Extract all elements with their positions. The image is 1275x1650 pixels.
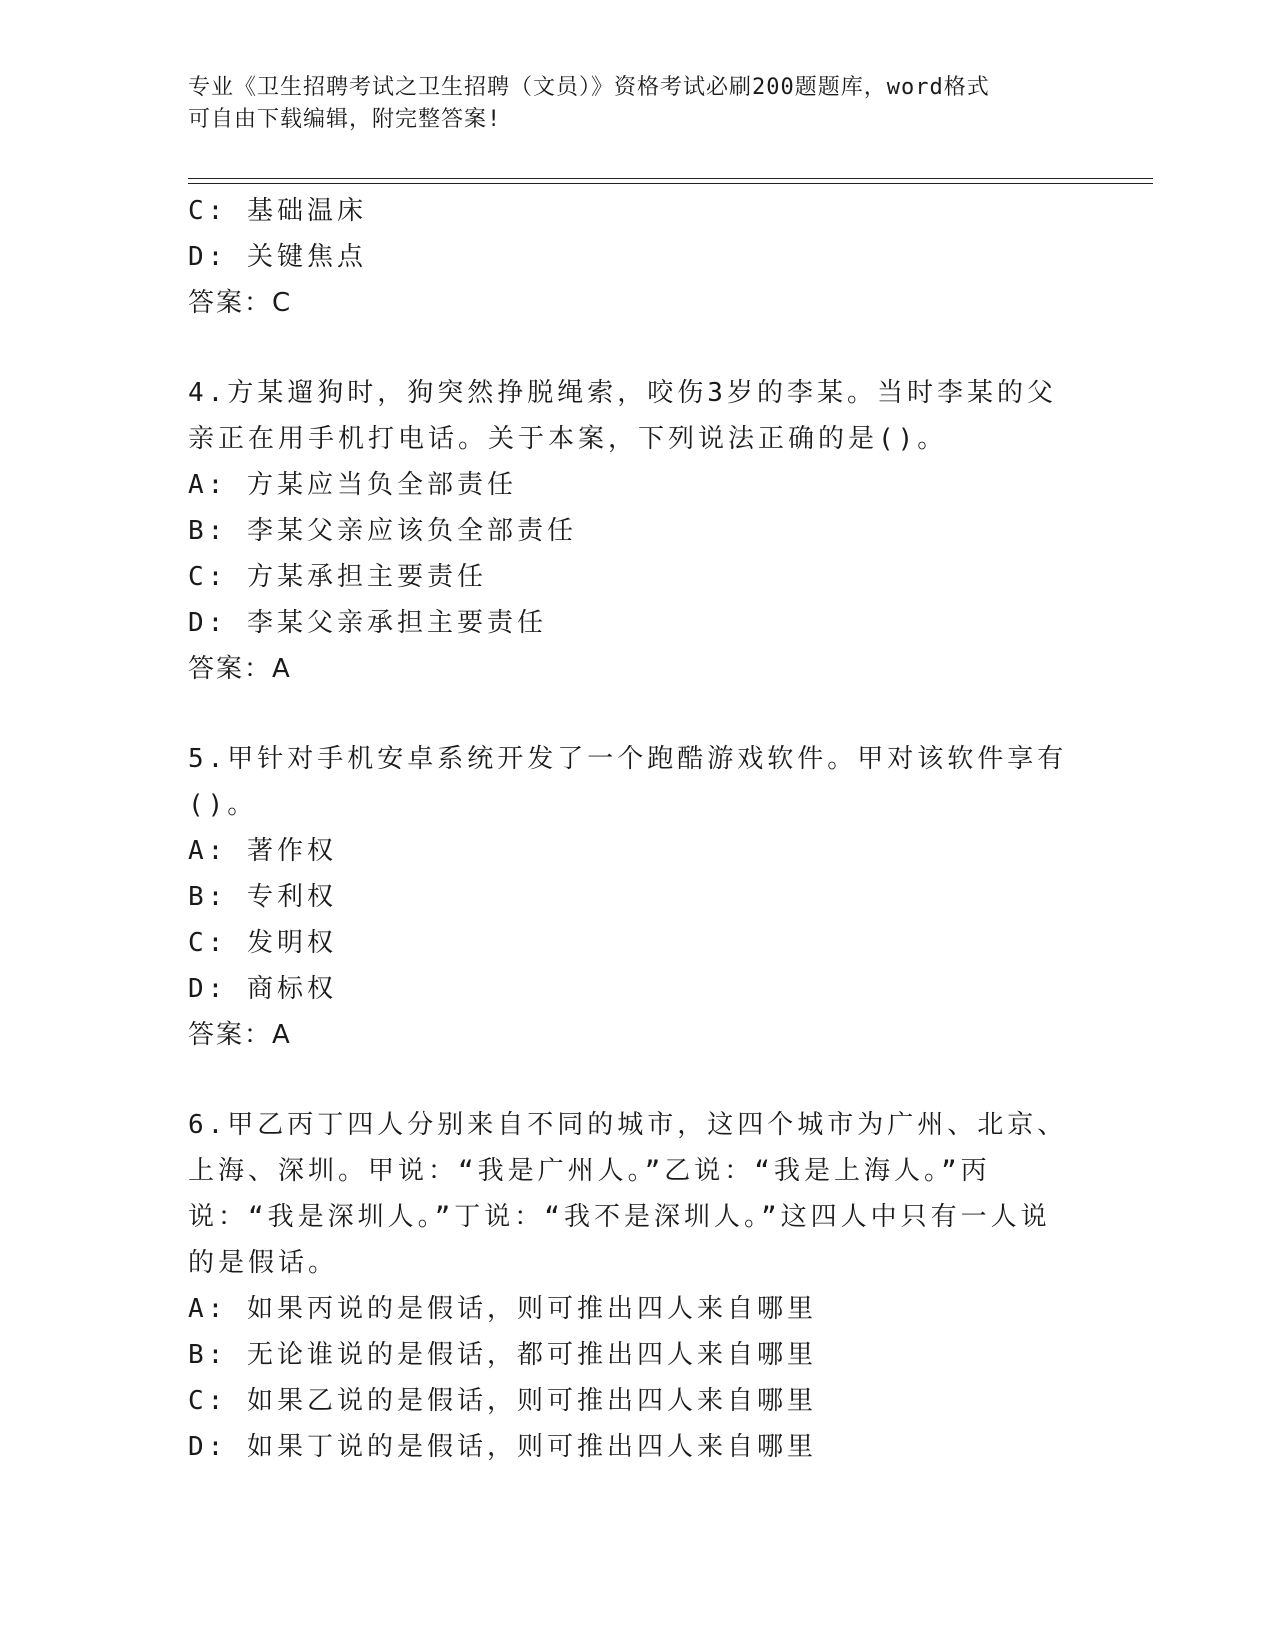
answer-label: 答案：A [188, 654, 292, 684]
option-a: A: 如果丙说的是假话，则可推出四人来自哪里 [188, 1294, 817, 1324]
question-4 [188, 370, 1068, 692]
option-b: B: 专利权 [188, 882, 337, 912]
option-c: C: 如果乙说的是假话，则可推出四人来自哪里 [188, 1386, 817, 1416]
option-d: D: 李某父亲承担主要责任 [188, 608, 547, 638]
option-c: C: 方某承担主要责任 [188, 562, 487, 592]
question-text: 5.甲针对手机安卓系统开发了一个跑酷游戏软件。甲对该软件享有()。 [188, 744, 1068, 820]
header-divider-bottom [188, 183, 1153, 184]
option-c: C: 基础温床 [188, 196, 367, 226]
header-line-2: 可自由下载编辑，附完整答案! [188, 107, 502, 132]
option-d: D: 如果丁说的是假话，则可推出四人来自哪里 [188, 1432, 817, 1462]
option-a: A: 方某应当负全部责任 [188, 470, 517, 500]
question-text: 6.甲乙丙丁四人分别来自不同的城市，这四个城市为广州、北京、上海、深圳。甲说：“我是广州人。”乙说：“我是上海人。”丙说：“我是深圳人。”丁说：“我不是深圳人。”这四人中只有一人说的是假话。 [188, 1110, 1068, 1278]
option-a: A: 著作权 [188, 836, 337, 866]
answer-label: 答案：A [188, 1020, 292, 1050]
question-5 [188, 736, 1068, 1058]
option-b: B: 李某父亲应该负全部责任 [188, 516, 577, 546]
option-b: B: 无论谁说的是假话，都可推出四人来自哪里 [188, 1340, 817, 1370]
header-line-1: 专业《卫生招聘考试之卫生招聘（文员）》资格考试必刷200题题库，word格式 [188, 75, 990, 100]
option-d: D: 关键焦点 [188, 242, 367, 272]
answer-label: 答案：C [188, 288, 293, 318]
question-3-continued [188, 188, 1068, 326]
option-d: D: 商标权 [188, 974, 337, 1004]
question-6 [188, 1102, 1068, 1470]
header-divider-top [188, 178, 1153, 179]
document-header [188, 72, 1068, 136]
question-text: 4.方某遛狗时，狗突然挣脱绳索，咬伤3岁的李某。当时李某的父亲正在用手机打电话。关于本案，下列说法正确的是()。 [188, 378, 1057, 454]
question-list [188, 188, 1068, 1470]
option-c: C: 发明权 [188, 928, 337, 958]
